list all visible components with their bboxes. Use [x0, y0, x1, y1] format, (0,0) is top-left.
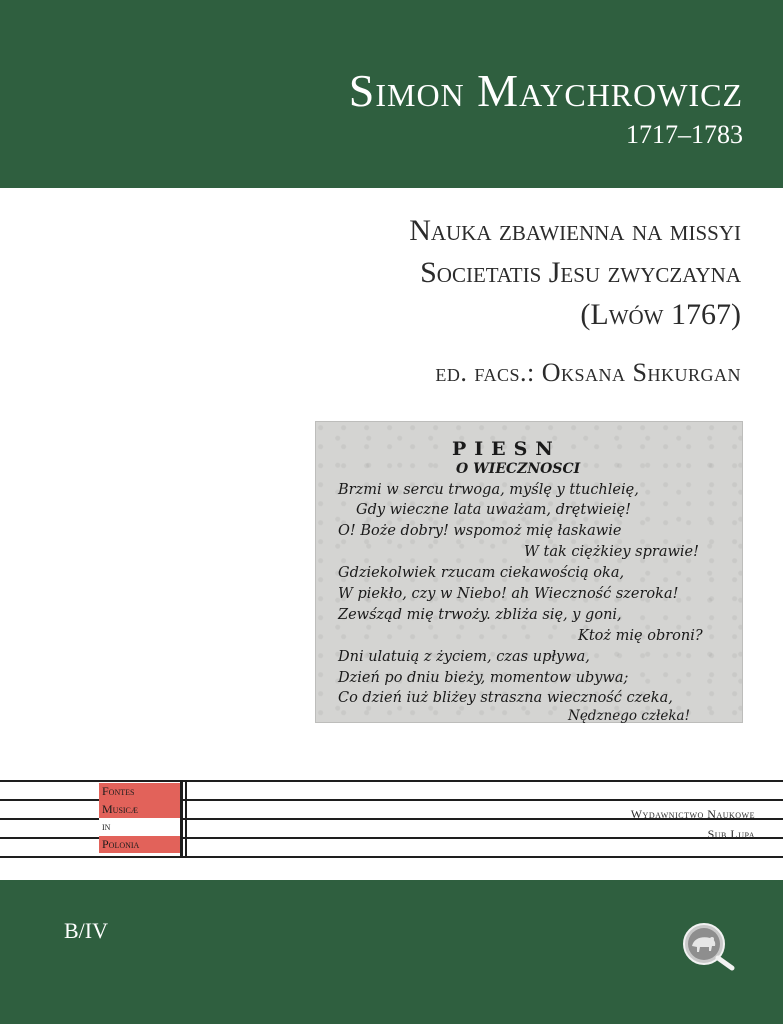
series-line-3: in [99, 818, 180, 836]
facsimile-line: Ktoż mię obroni? [578, 628, 703, 644]
title-line-3: (Lwów 1767) [580, 298, 741, 331]
publisher-line-1: Wydawnictwo Naukowe [630, 807, 755, 821]
facsimile-subheading: O WIECZNOSCI [456, 461, 581, 477]
facsimile-line: Brzmi w sercu trwoga, myślę y ttuchleię, [338, 482, 639, 498]
publisher-name [631, 804, 755, 844]
facsimile-image [315, 421, 743, 723]
title-line-1: Nauka zbawienna na missyi [409, 214, 741, 247]
facsimile-line: W tak ciężkiey sprawie! [524, 544, 699, 560]
volume-number: B/IV [64, 918, 108, 943]
author-name: Simon Maychrowicz [348, 65, 743, 116]
title-line-2: Societatis Jesu zwyczayna [420, 256, 741, 289]
facsimile-line: O! Boże dobry! wspomoż mię łaskawie [338, 523, 622, 539]
wolf-seal-icon [678, 920, 736, 972]
staff-line [0, 780, 783, 782]
author-years: 1717–1783 [626, 120, 743, 149]
facsimile-line: Dzień po dniu bieży, momentow ubywa; [338, 670, 629, 686]
facsimile-line: Zewśząd mię trwoży. zbliża się, y goni, [338, 607, 622, 623]
facsimile-line: Nędznego człeka! [568, 708, 690, 724]
staff-line [0, 856, 783, 858]
series-line-1: Fontes [99, 783, 180, 801]
facsimile-heading: PIESN [452, 438, 561, 460]
series-logo [99, 783, 180, 853]
staff-barline [180, 780, 183, 858]
facsimile-line: Co dzień iuż bliżey straszna wieczność czeka, [338, 690, 673, 706]
book-title [409, 210, 741, 336]
facsimile-line: W piekło, czy w Niebo! ah Wieczność szeroka! [338, 586, 679, 602]
facsimile-line: Gdy wieczne lata uważam, drętwieię! [356, 502, 631, 518]
series-line-4: Polonia [99, 836, 180, 854]
footer-band [0, 880, 783, 1024]
facsimile-line: Dni ulatuią z życiem, czas upływa, [338, 649, 590, 665]
series-line-2: Musicæ [99, 801, 180, 819]
publisher-line-2: Sub Lupa [707, 827, 755, 841]
facsimile-line: Gdziekolwiek rzucam ciekawością oka, [338, 565, 625, 581]
header-band [0, 0, 783, 188]
editor-credit: ed. facs.: Oksana Shkurgan [435, 358, 741, 387]
staff-barline [185, 780, 187, 858]
